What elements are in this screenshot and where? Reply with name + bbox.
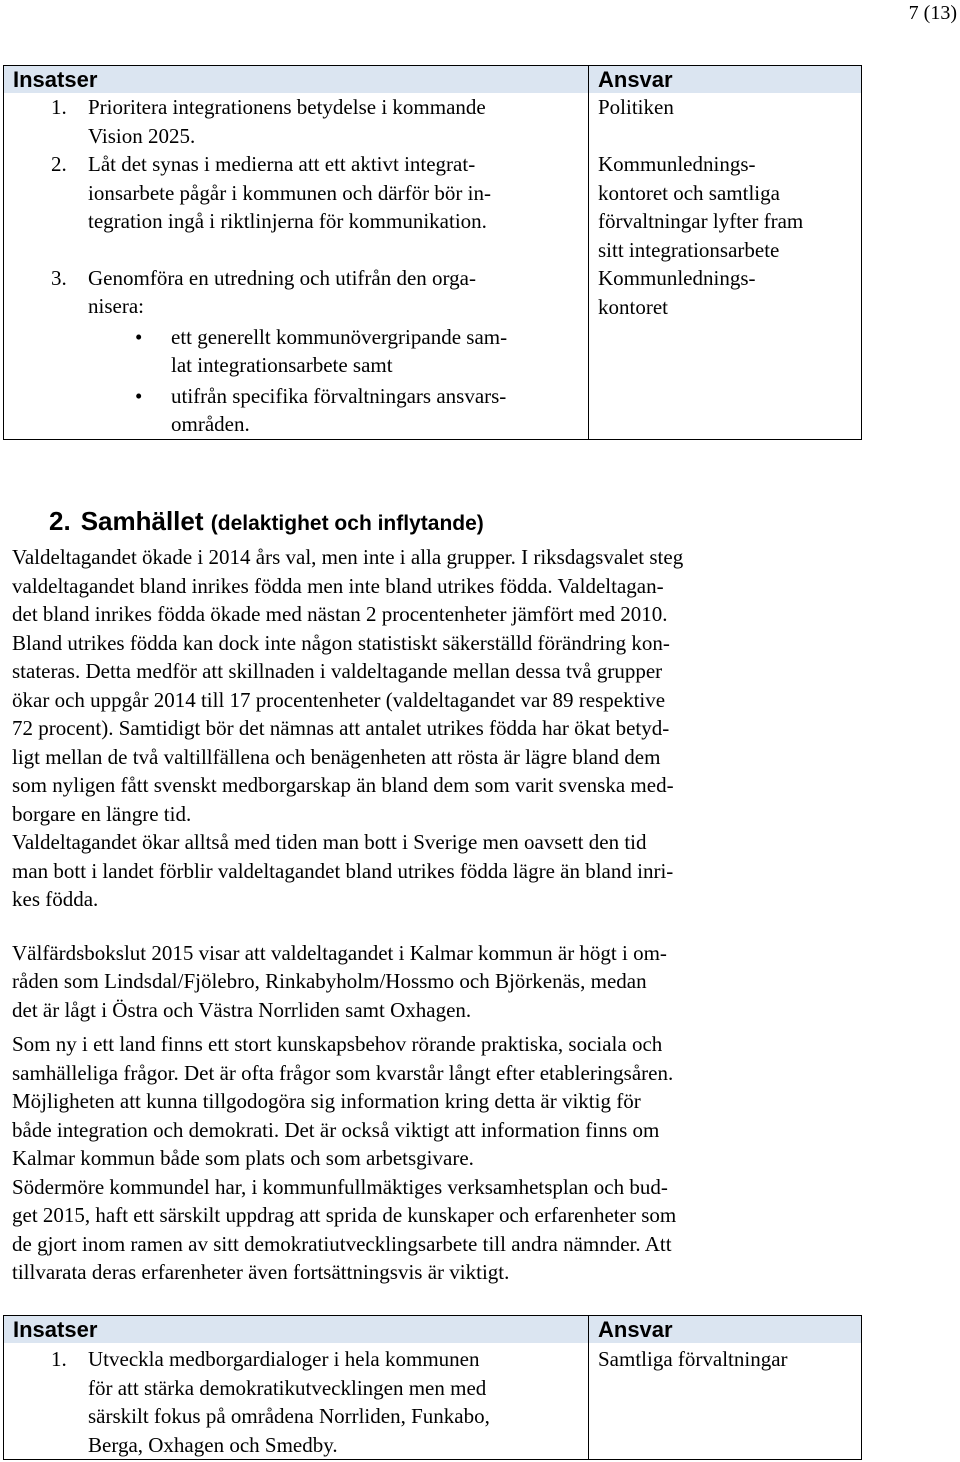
table1-actions-cell — [4, 93, 589, 439]
action-item-2: 2. Låt det synas i medierna att ett aktivt integrat- ionsarbete pågår i kommunen och därför bör in- tegration ingå i riktlinjerna för kommunikation. — [51, 152, 491, 233]
table2-header-responsibility: Ansvar — [589, 1316, 862, 1344]
action-item-1: 1. Prioritera integrationens betydelse i kommande Vision 2025. — [51, 95, 486, 148]
paragraph-2: Valdeltagandet ökar alltså med tiden man bott i Sverige men oavsett den tid man bott i landet förblir valdeltagandet bland utrikes födda lägre än bland inri- kes födda. — [12, 830, 674, 911]
spacer — [4, 236, 588, 264]
action-table-2 — [3, 1315, 862, 1460]
responsibility-2: Kommunlednings- kontoret och samtliga förvaltningar lyfter fram sitt integrationsarbete — [598, 152, 804, 262]
table1-header-responsibility: Ansvar — [589, 66, 862, 94]
responsibility-3: Kommunlednings- kontoret — [598, 266, 756, 319]
paragraph-1: Valdeltagandet ökade i 2014 års val, men inte i alla grupper. I riksdagsvalet steg valdeltagandet bland inrikes födda men inte bland utrikes födda. Valdeltagan- det bland inrikes födda ökade med nästan 2 procentenheter jämfört med 2010. Bland utrikes födda kan dock inte någon statistiskt säkerställd förändring kon- stateras. Detta medför att skillnaden i valdeltagande mellan dessa två grupper ökar och uppgår 2014 till 17 procentenheter (valdeltagandet var 89 respektive 72 procent). Samtidigt bör det nämnas att antalet utrikes födda har ökat betyd- ligt mellan de två valtillfällena och benägenheten att rösta är lägre bland dem som nyligen fått svenskt medborgarskap än bland dem som varit svenska med- borgare en längre tid. — [12, 545, 684, 826]
action-item-3: 3. Genomföra en utredning och utifrån den orga- nisera: — [51, 265, 476, 318]
table2-responsibility-cell — [589, 1343, 862, 1460]
page-number: 7 (13) — [908, 2, 957, 24]
responsibility-1: Politiken — [598, 95, 674, 119]
table1-responsibility-cell — [589, 93, 862, 439]
bullet-item-1: • ett generellt kommunövergripande sam- lat integrationsarbete samt — [135, 324, 508, 377]
section-subtitle: (delaktighet och inflytande) — [210, 512, 484, 535]
bullet-item-2: • utifrån specifika förvaltningars ansvars- områden. — [135, 383, 507, 436]
section-heading: 2. Samhället (delaktighet och inflytande) — [49, 506, 484, 536]
action-item-1: 1. Utveckla medborgardialoger i hela kommunen för att stärka demokratikutvecklingen men med särskilt fokus på områdena Norrliden, Funkabo, Berga, Oxhagen och Smedby. — [51, 1347, 490, 1457]
bullet-icon: • — [135, 324, 143, 349]
action-table-1 — [3, 65, 862, 440]
body-text — [12, 543, 812, 1287]
paragraph-5: Södermöre kommundel har, i kommunfullmäktiges verksamhetsplan och bud- get 2015, haft ett särskilt uppdrag att sprida de kunskaper och erfarenheter som de gjort inom ramen av sitt demokratiutvecklingsarbete till andra nämnder. Att tillvarata deras erfarenheter även fortsättningsvis är viktigt. — [12, 1174, 677, 1284]
table1-header-actions: Insatser — [4, 66, 589, 94]
table2-actions-cell — [4, 1343, 589, 1460]
responsibility-1: Samtliga förvaltningar — [598, 1347, 788, 1371]
paragraph-3: Välfärdsbokslut 2015 visar att valdeltagandet i Kalmar kommun är högt i om- råden som Lindsdal/Fjölebro, Rinkabyholm/Hossmo och Björkenäs, medan det är lågt i Östra och Västra Norrliden samt Oxhagen. — [12, 940, 667, 1022]
bullet-icon: • — [135, 383, 143, 408]
table2-header-actions: Insatser — [4, 1316, 589, 1344]
paragraph-4: Som ny i ett land finns ett stort kunskapsbehov rörande praktiska, sociala och samhälleliga frågor. Det är ofta frågor som kvarstår långt efter etableringsåren. Möjligheten att kunna tillgodogöra sig information kring detta är viktig för både integration och demokrati. Det är också viktigt att information finns om Kalmar kommun både som plats och som arbetsgivare. — [12, 1032, 674, 1170]
section-title: Samhället — [80, 506, 204, 536]
